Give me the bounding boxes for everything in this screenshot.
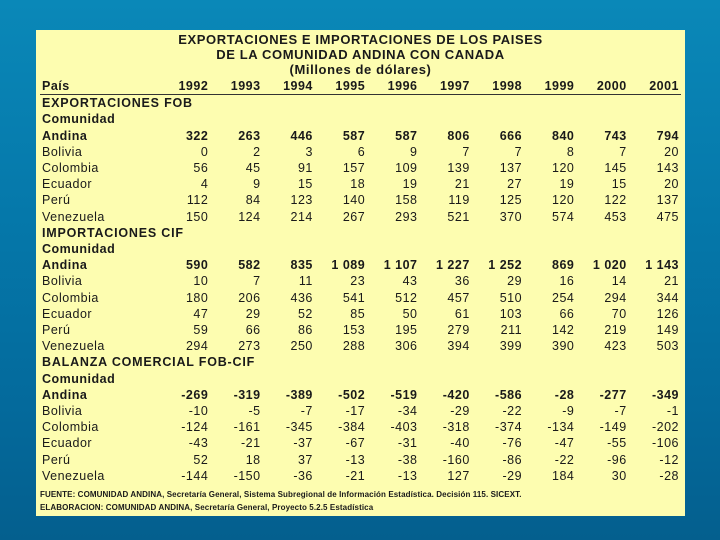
value-cell: 50 bbox=[402, 306, 418, 321]
country-name: Colombia bbox=[42, 290, 99, 305]
section-subtitle-row bbox=[40, 371, 681, 387]
table-row bbox=[40, 338, 681, 354]
section-title-row bbox=[40, 95, 681, 112]
value-cell: 139 bbox=[447, 161, 470, 176]
header-year: 1997 bbox=[439, 79, 470, 93]
value-cell: 869 bbox=[552, 258, 575, 273]
value-cell: 582 bbox=[238, 258, 261, 273]
value-cell: 19 bbox=[402, 177, 418, 192]
title-line-1: EXPORTACIONES E IMPORTACIONES DE LOS PAISES bbox=[178, 32, 543, 47]
table-row bbox=[40, 128, 681, 144]
section-subtitle-row bbox=[40, 241, 681, 257]
value-cell: -67 bbox=[345, 436, 366, 451]
header-year: 1996 bbox=[387, 79, 418, 93]
value-cell: -160 bbox=[442, 452, 470, 467]
country-name: Venezuela bbox=[42, 468, 105, 483]
value-cell: 126 bbox=[656, 306, 679, 321]
value-cell: 8 bbox=[566, 144, 575, 159]
header-year: 1995 bbox=[335, 79, 366, 93]
value-cell: 36 bbox=[454, 274, 470, 289]
value-cell: -161 bbox=[233, 420, 261, 435]
header-year: 2001 bbox=[649, 79, 679, 93]
value-cell: 66 bbox=[245, 323, 261, 338]
value-cell: 541 bbox=[342, 290, 366, 305]
country-name: Venezuela bbox=[42, 339, 105, 354]
value-cell: 52 bbox=[297, 306, 313, 321]
value-cell: 1 107 bbox=[383, 258, 418, 273]
value-cell: 145 bbox=[604, 161, 627, 176]
value-cell: -22 bbox=[554, 452, 575, 467]
value-cell: 137 bbox=[499, 161, 523, 176]
value-cell: 293 bbox=[395, 209, 418, 224]
value-cell: 103 bbox=[499, 306, 523, 321]
value-cell: 423 bbox=[604, 339, 627, 354]
value-cell: 206 bbox=[238, 290, 261, 305]
trade-table-panel bbox=[36, 30, 685, 516]
country-name: Perú bbox=[42, 323, 71, 338]
value-cell: 840 bbox=[552, 128, 575, 143]
value-cell: 7 bbox=[619, 144, 627, 159]
value-cell: -5 bbox=[248, 404, 261, 419]
value-cell: -12 bbox=[659, 452, 679, 467]
table-body bbox=[40, 95, 681, 484]
value-cell: 85 bbox=[350, 306, 366, 321]
value-cell: -21 bbox=[241, 436, 261, 451]
section-subtitle-row bbox=[40, 111, 681, 127]
value-cell: -586 bbox=[495, 387, 523, 402]
country-name: Ecuador bbox=[42, 306, 93, 321]
value-cell: 666 bbox=[499, 128, 523, 143]
table-row bbox=[40, 435, 681, 451]
value-cell: 20 bbox=[664, 177, 679, 192]
value-cell: 370 bbox=[499, 209, 523, 224]
value-cell: 143 bbox=[656, 161, 679, 176]
value-cell: -9 bbox=[562, 404, 575, 419]
value-cell: 127 bbox=[447, 468, 470, 483]
value-cell: 503 bbox=[656, 339, 679, 354]
value-cell: 0 bbox=[200, 144, 209, 159]
value-cell: 1 227 bbox=[436, 258, 470, 273]
value-cell: 59 bbox=[193, 323, 209, 338]
value-cell: 446 bbox=[290, 128, 313, 143]
value-cell: 140 bbox=[342, 193, 366, 208]
header-year: 2000 bbox=[596, 79, 627, 93]
value-cell: -22 bbox=[502, 404, 523, 419]
value-cell: -31 bbox=[397, 436, 418, 451]
value-cell: 119 bbox=[448, 193, 470, 208]
value-cell: 394 bbox=[447, 339, 470, 354]
value-cell: 112 bbox=[186, 193, 209, 208]
value-cell: 344 bbox=[656, 290, 679, 305]
value-cell: 125 bbox=[499, 193, 523, 208]
country-name: Perú bbox=[42, 193, 71, 208]
value-cell: -519 bbox=[390, 387, 418, 402]
value-cell: -349 bbox=[651, 387, 679, 402]
value-cell: -134 bbox=[547, 420, 575, 435]
value-cell: 61 bbox=[454, 306, 470, 321]
section-subtitle: Comunidad bbox=[42, 242, 116, 257]
value-cell: -38 bbox=[397, 452, 418, 467]
elaboration-note: ELABORACION: COMUNIDAD ANDINA, Secretaría General, Proyecto 5.2.5 Estadística bbox=[40, 503, 374, 512]
title-line-2: DE LA COMUNIDAD ANDINA CON CANADA bbox=[216, 47, 505, 62]
value-cell: 806 bbox=[447, 128, 470, 143]
value-cell: -374 bbox=[495, 420, 523, 435]
value-cell: 84 bbox=[245, 193, 261, 208]
section-subtitle: Comunidad bbox=[42, 112, 116, 127]
value-cell: -13 bbox=[397, 468, 418, 483]
value-cell: 574 bbox=[552, 209, 575, 224]
section-subtitle: Comunidad bbox=[42, 371, 116, 386]
value-cell: 322 bbox=[185, 128, 209, 143]
value-cell: 70 bbox=[611, 306, 627, 321]
value-cell: 21 bbox=[454, 177, 470, 192]
value-cell: 123 bbox=[290, 193, 313, 208]
section-title: EXPORTACIONES FOB bbox=[42, 96, 193, 111]
value-cell: -10 bbox=[188, 404, 209, 419]
value-cell: -47 bbox=[554, 436, 575, 451]
value-cell: 10 bbox=[193, 274, 209, 289]
value-cell: 15 bbox=[611, 177, 627, 192]
value-cell: -28 bbox=[659, 468, 679, 483]
table-row bbox=[40, 403, 681, 419]
value-cell: 153 bbox=[342, 323, 366, 338]
value-cell: 475 bbox=[656, 209, 679, 224]
value-cell: 7 bbox=[462, 144, 470, 159]
value-cell: 453 bbox=[604, 209, 627, 224]
value-cell: 250 bbox=[290, 339, 313, 354]
section-title: BALANZA COMERCIAL FOB-CIF bbox=[42, 355, 256, 370]
header-country: País bbox=[42, 79, 70, 93]
value-cell: 211 bbox=[500, 323, 523, 338]
country-name: Bolivia bbox=[42, 144, 83, 159]
trade-table bbox=[40, 78, 681, 484]
value-cell: -420 bbox=[442, 387, 470, 402]
value-cell: -43 bbox=[188, 436, 209, 451]
value-cell: 149 bbox=[656, 323, 679, 338]
header-year: 1993 bbox=[230, 79, 261, 93]
table-row bbox=[40, 322, 681, 338]
table-row bbox=[40, 144, 681, 160]
header-year: 1998 bbox=[492, 79, 523, 93]
value-cell: -106 bbox=[651, 436, 679, 451]
value-cell: 254 bbox=[552, 290, 575, 305]
country-name: Andina bbox=[42, 387, 88, 402]
header-year: 1994 bbox=[283, 79, 313, 93]
value-cell: 120 bbox=[552, 161, 575, 176]
value-cell: 512 bbox=[395, 290, 418, 305]
value-cell: -502 bbox=[338, 387, 366, 402]
value-cell: 306 bbox=[395, 339, 418, 354]
value-cell: 15 bbox=[297, 177, 313, 192]
value-cell: -384 bbox=[338, 420, 366, 435]
value-cell: 52 bbox=[193, 452, 209, 467]
value-cell: 9 bbox=[253, 177, 261, 192]
header-row bbox=[40, 78, 681, 95]
value-cell: -202 bbox=[651, 420, 679, 435]
value-cell: 219 bbox=[604, 323, 627, 338]
country-name: Andina bbox=[42, 258, 88, 273]
value-cell: 11 bbox=[298, 274, 313, 289]
value-cell: 590 bbox=[185, 258, 209, 273]
value-cell: 1 143 bbox=[645, 258, 679, 273]
value-cell: 137 bbox=[656, 193, 679, 208]
country-name: Ecuador bbox=[42, 436, 93, 451]
country-name: Colombia bbox=[42, 161, 99, 176]
value-cell: 587 bbox=[342, 128, 366, 143]
value-cell: 150 bbox=[185, 209, 209, 224]
value-cell: -144 bbox=[181, 468, 209, 483]
value-cell: 7 bbox=[514, 144, 523, 159]
value-cell: 743 bbox=[604, 128, 627, 143]
source-note: FUENTE: COMUNIDAD ANDINA, Secretaría General, Sistema Subregional de Información Estadística. Decisión 115. SICEXT. bbox=[40, 490, 522, 499]
section-title-row bbox=[40, 225, 681, 241]
value-cell: 120 bbox=[552, 193, 575, 208]
value-cell: -40 bbox=[450, 436, 470, 451]
value-cell: 436 bbox=[290, 290, 313, 305]
value-cell: 521 bbox=[447, 209, 470, 224]
value-cell: -13 bbox=[345, 452, 366, 467]
value-cell: -21 bbox=[345, 468, 366, 483]
value-cell: 399 bbox=[499, 339, 523, 354]
value-cell: 45 bbox=[245, 161, 261, 176]
value-cell: -269 bbox=[181, 387, 209, 402]
section-title: IMPORTACIONES CIF bbox=[42, 225, 184, 240]
table-row bbox=[40, 209, 681, 225]
country-name: Bolivia bbox=[42, 404, 83, 419]
value-cell: 1 252 bbox=[488, 258, 523, 273]
value-cell: 214 bbox=[290, 209, 313, 224]
value-cell: -29 bbox=[502, 468, 523, 483]
value-cell: -96 bbox=[607, 452, 627, 467]
value-cell: -29 bbox=[450, 404, 470, 419]
value-cell: -36 bbox=[293, 468, 313, 483]
value-cell: 157 bbox=[342, 161, 366, 176]
value-cell: 6 bbox=[357, 144, 366, 159]
value-cell: 794 bbox=[656, 128, 679, 143]
value-cell: 21 bbox=[664, 274, 679, 289]
value-cell: 43 bbox=[402, 274, 418, 289]
value-cell: -319 bbox=[233, 387, 261, 402]
value-cell: 56 bbox=[193, 161, 209, 176]
value-cell: -403 bbox=[390, 420, 418, 435]
value-cell: 14 bbox=[611, 274, 627, 289]
value-cell: 510 bbox=[499, 290, 523, 305]
value-cell: 294 bbox=[604, 290, 627, 305]
value-cell: 18 bbox=[350, 177, 366, 192]
value-cell: -1 bbox=[666, 404, 679, 419]
value-cell: 29 bbox=[507, 274, 523, 289]
value-cell: -55 bbox=[607, 436, 627, 451]
country-name: Venezuela bbox=[42, 209, 105, 224]
footnotes bbox=[40, 488, 681, 514]
value-cell: 835 bbox=[290, 258, 313, 273]
country-name: Andina bbox=[42, 128, 88, 143]
value-cell: -37 bbox=[293, 436, 313, 451]
table-row bbox=[40, 419, 681, 435]
value-cell: 587 bbox=[395, 128, 418, 143]
value-cell: 23 bbox=[350, 274, 366, 289]
table-row bbox=[40, 468, 681, 484]
table-row bbox=[40, 160, 681, 176]
header-year: 1992 bbox=[178, 79, 209, 93]
value-cell: 20 bbox=[664, 144, 679, 159]
value-cell: 294 bbox=[185, 339, 209, 354]
value-cell: -277 bbox=[599, 387, 627, 402]
country-name: Perú bbox=[42, 452, 71, 467]
value-cell: -76 bbox=[502, 436, 523, 451]
value-cell: -86 bbox=[502, 452, 523, 467]
value-cell: 122 bbox=[604, 193, 627, 208]
country-name: Colombia bbox=[42, 420, 99, 435]
table-row bbox=[40, 192, 681, 208]
value-cell: 1 020 bbox=[592, 258, 627, 273]
value-cell: 16 bbox=[559, 274, 575, 289]
value-cell: 457 bbox=[447, 290, 470, 305]
value-cell: -7 bbox=[614, 404, 627, 419]
table-row bbox=[40, 306, 681, 322]
country-name: Ecuador bbox=[42, 177, 93, 192]
value-cell: 288 bbox=[342, 339, 366, 354]
value-cell: 66 bbox=[559, 306, 575, 321]
value-cell: 4 bbox=[200, 177, 209, 192]
value-cell: 2 bbox=[253, 144, 261, 159]
value-cell: 86 bbox=[297, 323, 313, 338]
value-cell: 109 bbox=[395, 161, 418, 176]
value-cell: -124 bbox=[181, 420, 209, 435]
country-name: Bolivia bbox=[42, 274, 83, 289]
value-cell: -7 bbox=[300, 404, 313, 419]
section-title-row bbox=[40, 354, 681, 370]
value-cell: 390 bbox=[552, 339, 575, 354]
value-cell: 124 bbox=[238, 209, 261, 224]
value-cell: 91 bbox=[297, 161, 313, 176]
value-cell: 263 bbox=[238, 128, 261, 143]
value-cell: 273 bbox=[238, 339, 261, 354]
value-cell: 37 bbox=[297, 452, 313, 467]
value-cell: -389 bbox=[285, 387, 313, 402]
value-cell: 158 bbox=[395, 193, 418, 208]
value-cell: -34 bbox=[397, 404, 418, 419]
value-cell: 142 bbox=[552, 323, 575, 338]
table-row bbox=[40, 290, 681, 306]
value-cell: 267 bbox=[342, 209, 366, 224]
value-cell: 19 bbox=[559, 177, 575, 192]
value-cell: -149 bbox=[599, 420, 627, 435]
table-row bbox=[40, 257, 681, 273]
table-row bbox=[40, 387, 681, 403]
value-cell: 1 089 bbox=[331, 258, 366, 273]
table-row bbox=[40, 273, 681, 289]
value-cell: 47 bbox=[193, 306, 209, 321]
value-cell: 27 bbox=[507, 177, 523, 192]
header-year: 1999 bbox=[544, 79, 575, 93]
value-cell: 3 bbox=[305, 144, 313, 159]
value-cell: 195 bbox=[395, 323, 418, 338]
value-cell: 9 bbox=[410, 144, 418, 159]
value-cell: 29 bbox=[245, 306, 261, 321]
value-cell: 30 bbox=[611, 468, 627, 483]
value-cell: 184 bbox=[552, 468, 575, 483]
value-cell: 279 bbox=[447, 323, 470, 338]
value-cell: -17 bbox=[345, 404, 366, 419]
value-cell: 7 bbox=[253, 274, 261, 289]
value-cell: -318 bbox=[442, 420, 470, 435]
title-line-3: (Millones de dólares) bbox=[289, 62, 432, 77]
table-row bbox=[40, 452, 681, 468]
value-cell: 18 bbox=[245, 452, 261, 467]
value-cell: -150 bbox=[233, 468, 261, 483]
value-cell: -345 bbox=[285, 420, 313, 435]
value-cell: 180 bbox=[185, 290, 209, 305]
table-title bbox=[40, 32, 681, 77]
table-row bbox=[40, 176, 681, 192]
value-cell: -28 bbox=[554, 387, 575, 402]
